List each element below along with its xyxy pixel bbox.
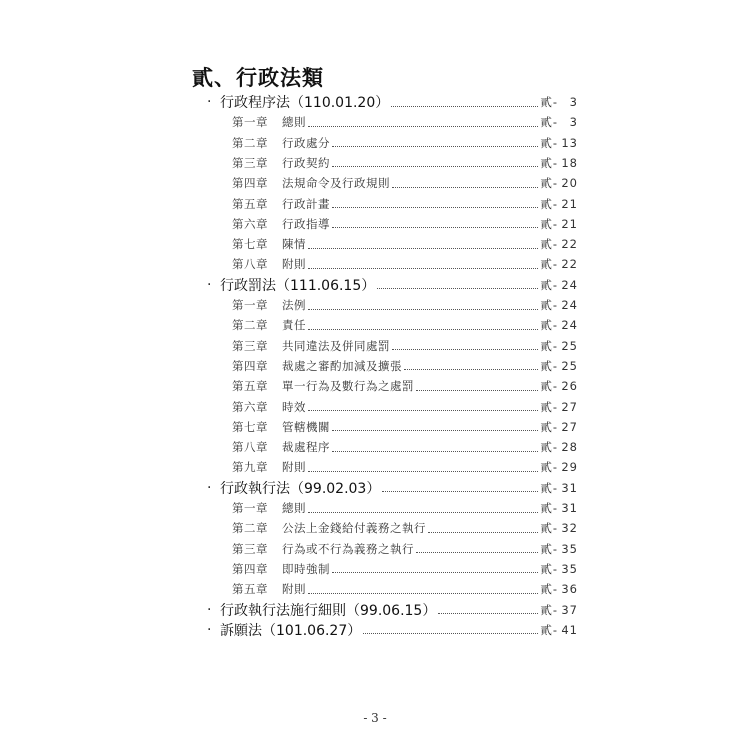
toc-chapter-entry xyxy=(232,173,578,193)
page-prefix: 貳- xyxy=(540,602,558,617)
page-prefix: 貳- xyxy=(540,582,558,597)
toc-law-entry xyxy=(207,620,578,640)
chapter-number: 第八章 xyxy=(232,257,268,272)
page-number: 24 xyxy=(561,298,578,312)
chapter-number: 第八章 xyxy=(232,440,268,455)
page-ref xyxy=(540,338,578,354)
law-title: 行政程序法（110.01.20） xyxy=(220,95,390,111)
chapter-number: 第五章 xyxy=(232,196,268,211)
chapter-number: 第三章 xyxy=(232,155,268,170)
page-ref xyxy=(540,581,578,597)
dot-leader xyxy=(332,451,538,452)
chapter-number: 第一章 xyxy=(232,501,268,515)
law-title: 行政執行法（99.02.03） xyxy=(220,480,381,497)
chapter-number: 第七章 xyxy=(232,237,268,252)
toc-chapter-entry xyxy=(232,153,578,173)
dot-leader xyxy=(332,166,538,167)
dot-leader xyxy=(363,633,538,634)
bullet-dot-icon: · xyxy=(207,621,212,638)
page-ref xyxy=(540,480,578,496)
dot-leader xyxy=(332,572,538,573)
page-ref xyxy=(540,602,578,618)
page-ref xyxy=(540,561,578,577)
toc-chapter-entry xyxy=(232,295,578,315)
toc-chapter-entry xyxy=(232,356,578,376)
page-number-footer: - 3 - xyxy=(363,711,387,725)
dot-leader xyxy=(438,613,538,614)
chapter-title: 行政指導 xyxy=(282,216,330,231)
page-number: 27 xyxy=(561,399,578,414)
chapter-number: 第五章 xyxy=(232,582,268,597)
page-number: 24 xyxy=(561,318,578,333)
chapter-number: 第六章 xyxy=(232,399,268,414)
dot-leader xyxy=(392,349,538,350)
chapter-number: 第五章 xyxy=(232,379,268,394)
dot-leader xyxy=(308,471,538,472)
chapter-title: 時效 xyxy=(282,399,306,414)
dot-leader xyxy=(377,288,538,289)
page-number: 22 xyxy=(561,257,578,272)
page-number: 22 xyxy=(561,237,578,252)
page-ref xyxy=(540,378,578,394)
toc-chapter-entry xyxy=(232,539,578,559)
toc-chapter-entry xyxy=(232,194,578,214)
bullet-dot-icon: · xyxy=(207,94,212,110)
chapter-title: 裁處之審酌加減及擴張 xyxy=(282,358,402,373)
chapter-title: 共同違法及併同處罰 xyxy=(282,338,390,353)
chapter-number: 第二章 xyxy=(232,521,268,536)
chapter-number: 第七章 xyxy=(232,419,268,434)
chapter-title: 總則 xyxy=(282,115,306,130)
page-number: 31 xyxy=(561,501,578,515)
dot-leader xyxy=(428,532,538,533)
page-number: 35 xyxy=(561,541,578,556)
page-prefix: 貳- xyxy=(540,155,558,170)
page-ref xyxy=(540,439,578,455)
page-ref xyxy=(540,196,578,212)
chapter-title: 總則 xyxy=(282,501,306,515)
page-prefix: 貳- xyxy=(540,521,558,536)
page-prefix: 貳- xyxy=(540,419,558,434)
chapter-number: 第二章 xyxy=(232,135,268,150)
toc-chapter-entry xyxy=(232,417,578,437)
page-prefix: 貳- xyxy=(540,135,558,150)
chapter-title: 法例 xyxy=(282,298,306,312)
chapter-number: 第六章 xyxy=(232,216,268,231)
chapter-number: 第三章 xyxy=(232,541,268,556)
dot-leader xyxy=(332,146,538,147)
page-number: 36 xyxy=(561,582,578,597)
dot-leader xyxy=(332,207,538,208)
law-title: 行政罰法（111.06.15） xyxy=(220,277,376,294)
page-number: 20 xyxy=(561,176,578,191)
page-number: 25 xyxy=(561,358,578,373)
page-prefix: 貳- xyxy=(540,440,558,455)
page-prefix: 貳- xyxy=(540,237,558,252)
toc-chapter-entry xyxy=(232,579,578,599)
chapter-title: 行政計畫 xyxy=(282,196,330,211)
page-prefix: 貳- xyxy=(540,196,558,211)
page-number: 13 xyxy=(561,135,578,150)
chapter-number: 第三章 xyxy=(232,338,268,353)
law-title: 訴願法（101.06.27） xyxy=(220,622,362,639)
chapter-title: 附則 xyxy=(282,460,306,475)
page-number: 27 xyxy=(561,419,578,434)
toc-chapter-entry xyxy=(232,254,578,274)
toc-chapter-entry xyxy=(232,518,578,538)
page-number: 21 xyxy=(561,216,578,231)
dot-leader xyxy=(392,187,538,188)
page-prefix: 貳- xyxy=(540,358,558,373)
dot-leader xyxy=(308,268,538,269)
page-ref xyxy=(540,399,578,415)
dot-leader xyxy=(308,512,538,513)
page-number: 24 xyxy=(561,277,578,292)
page-prefix: 貳- xyxy=(540,338,558,353)
page-ref xyxy=(540,94,578,110)
toc-chapter-entry xyxy=(232,315,578,335)
page-prefix: 貳- xyxy=(540,257,558,272)
page-number: 25 xyxy=(561,338,578,353)
toc-law-entry xyxy=(207,92,578,112)
dot-leader xyxy=(416,552,538,553)
page-number: 32 xyxy=(561,521,578,536)
chapter-title: 公法上金錢給付義務之執行 xyxy=(282,521,426,536)
page-prefix: 貳- xyxy=(540,216,558,231)
page-number: 31 xyxy=(561,480,578,495)
chapter-title: 法規命令及行政規則 xyxy=(282,176,390,191)
bullet-dot-icon: · xyxy=(207,479,212,496)
page-ref xyxy=(540,297,578,313)
page-prefix: 貳- xyxy=(540,277,558,292)
dot-leader xyxy=(332,227,538,228)
toc-chapter-entry xyxy=(232,133,578,153)
page-number: 28 xyxy=(561,440,578,455)
page-ref xyxy=(540,541,578,557)
chapter-number: 第二章 xyxy=(232,318,268,333)
page-ref xyxy=(540,155,578,171)
page-ref xyxy=(540,520,578,536)
dot-leader xyxy=(404,369,538,370)
page-number: 37 xyxy=(561,602,578,617)
toc-chapter-entry xyxy=(232,234,578,254)
chapter-number: 第一章 xyxy=(232,115,268,130)
page-number: 29 xyxy=(561,460,578,475)
page-prefix: 貳- xyxy=(540,622,558,637)
page-prefix: 貳- xyxy=(540,95,558,109)
toc-chapter-entry xyxy=(232,437,578,457)
page-number: 26 xyxy=(561,379,578,394)
page-prefix: 貳- xyxy=(540,176,558,191)
page-ref xyxy=(540,236,578,252)
chapter-title: 行政契約 xyxy=(282,155,330,170)
chapter-title: 裁處程序 xyxy=(282,440,330,455)
toc-chapter-entry xyxy=(232,498,578,518)
dot-leader xyxy=(308,248,538,249)
bullet-dot-icon: · xyxy=(207,276,212,293)
chapter-title: 附則 xyxy=(282,582,306,597)
toc-chapter-entry xyxy=(232,397,578,417)
toc-chapter-entry xyxy=(232,457,578,477)
chapter-title: 責任 xyxy=(282,318,306,333)
toc-chapter-entry xyxy=(232,559,578,579)
chapter-number: 第四章 xyxy=(232,358,268,373)
page-ref xyxy=(540,256,578,272)
dot-leader xyxy=(308,329,538,330)
page-ref xyxy=(540,622,578,638)
law-title: 行政執行法施行細則（99.06.15） xyxy=(220,602,437,619)
page-ref xyxy=(540,216,578,232)
chapter-title: 行政處分 xyxy=(282,135,330,150)
chapter-number: 第九章 xyxy=(232,460,268,475)
chapter-title: 陳情 xyxy=(282,237,306,252)
chapter-title: 單一行為及數行為之處罰 xyxy=(282,379,414,394)
chapter-number: 第一章 xyxy=(232,298,268,312)
page-prefix: 貳- xyxy=(540,379,558,394)
toc-chapter-entry xyxy=(232,336,578,356)
section-heading: 貳、行政法類 xyxy=(192,65,324,90)
chapter-title: 即時強制 xyxy=(282,561,330,576)
chapter-number: 第四章 xyxy=(232,561,268,576)
page-prefix: 貳- xyxy=(540,460,558,475)
chapter-number: 第四章 xyxy=(232,176,268,191)
dot-leader xyxy=(416,390,538,391)
page-prefix: 貳- xyxy=(540,480,558,495)
page-prefix: 貳- xyxy=(540,561,558,576)
page-ref xyxy=(540,500,578,516)
page-ref xyxy=(540,358,578,374)
toc-chapter-entry xyxy=(232,112,578,132)
page-prefix: 貳- xyxy=(540,501,558,515)
page-ref xyxy=(540,114,578,130)
page-prefix: 貳- xyxy=(540,399,558,414)
page-prefix: 貳- xyxy=(540,115,558,130)
page-ref xyxy=(540,135,578,151)
dot-leader xyxy=(308,126,538,127)
page-ref xyxy=(540,317,578,333)
page-ref xyxy=(540,419,578,435)
page-prefix: 貳- xyxy=(540,318,558,333)
dot-leader xyxy=(308,410,538,411)
page-number: 41 xyxy=(561,622,578,637)
toc-law-entry xyxy=(207,275,578,295)
chapter-title: 附則 xyxy=(282,257,306,272)
dot-leader xyxy=(308,593,538,594)
page-number: 18 xyxy=(561,155,578,170)
toc-law-entry xyxy=(207,478,578,498)
dot-leader xyxy=(391,106,538,107)
toc-chapter-entry xyxy=(232,376,578,396)
page-ref xyxy=(540,459,578,475)
chapter-title: 行為或不行為義務之執行 xyxy=(282,541,414,556)
chapter-title: 管轄機關 xyxy=(282,419,330,434)
toc-law-entry xyxy=(207,600,578,620)
bullet-dot-icon: · xyxy=(207,601,212,618)
dot-leader xyxy=(308,309,538,310)
page-number: 3 xyxy=(569,95,578,109)
page-ref xyxy=(540,175,578,191)
dot-leader xyxy=(332,430,538,431)
page-prefix: 貳- xyxy=(540,298,558,312)
page-ref xyxy=(540,277,578,293)
page-number: 3 xyxy=(569,115,578,130)
page-prefix: 貳- xyxy=(540,541,558,556)
toc-chapter-entry xyxy=(232,214,578,234)
page-number: 21 xyxy=(561,196,578,211)
page-number: 35 xyxy=(561,561,578,576)
dot-leader xyxy=(382,491,538,492)
